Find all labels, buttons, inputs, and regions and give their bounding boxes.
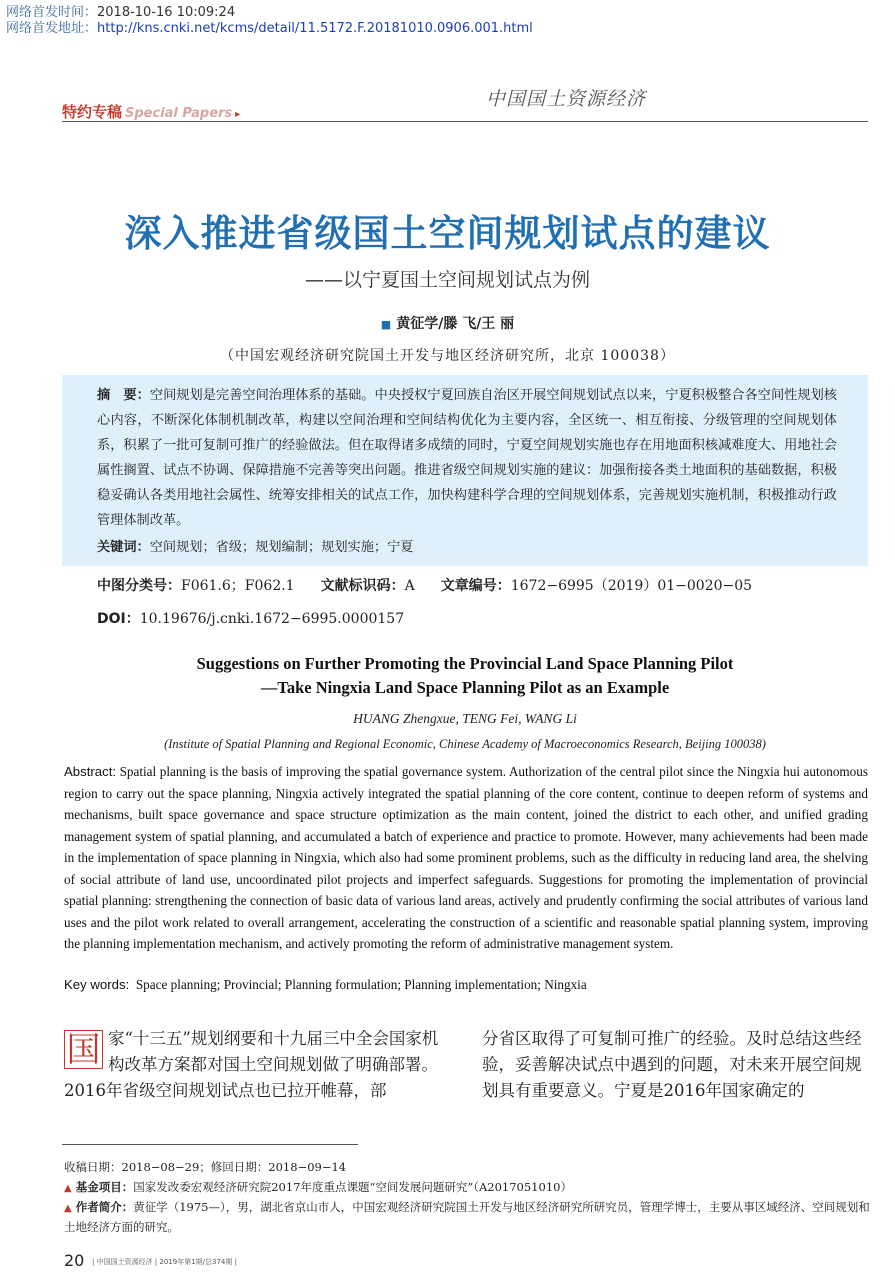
online-first-time-label: 网络首发时间： <box>6 5 98 20</box>
english-keywords-text: Space planning; Provincial; Planning formulation; Planning implementation; Ningxia <box>135 977 587 992</box>
english-abstract-text: Spatial planning is the basis of improving the spatial governance system. Authorization of the central pilot since the Ningxia hui autonomous region to carry out the space planning, Ningxia actively integrated the spatial planning of the core content, continue to deepen reform of systems and mechanisms, built space governance and space structure optimization as the main content, joined the district to each other, and unified grading management system of spatial planning, and accumulated a batch of experience and practice to promote. However, many achievements had been made in the implementation of space planning in Ningxia, which also had some prominent problems, such as the difficulty in reducing land area, the shelving of social attribute of land use, uncoordinated pilot projects and imperfect safeguards. Suggestions for promoting the implementation of provincial spatial planning: strengthening the connection of basic data of various land areas, actively and prudently confirming the social attributes of various land uses and the pilot work related to overall arrangement, accelerating the construction of a scientific and reasonable spatial planning system, improving the planning implementation mechanism, and actively promoting the reform of administrative management system. <box>64 764 868 951</box>
journal-logo: 中国国土资源经济 <box>486 88 647 110</box>
triangle-icon: ▲ <box>64 1203 72 1214</box>
author-names: 黄征学/滕 飞/王 丽 <box>396 316 515 332</box>
author-marker-icon: ■ <box>380 318 392 331</box>
article-authors <box>0 313 895 333</box>
footnote-rule <box>62 1144 358 1145</box>
english-affiliation: (Institute of Spatial Planning and Regional Economic, Chinese Academy of Macroeconomics Research, Beijing 100038) <box>164 737 766 751</box>
english-authors: HUANG Zhengxue, TENG Fei, WANG Li <box>353 711 577 726</box>
author-bio-label: 作者简介： <box>75 1200 134 1214</box>
doi-line <box>97 608 404 628</box>
body-column-left <box>64 1026 450 1104</box>
keywords-cn <box>97 535 837 560</box>
online-first-time-value: 2018-10-16 10:09:24 <box>97 5 236 20</box>
english-title-line1: Suggestions on Further Promoting the Provincial Land Space Planning Pilot <box>196 654 734 673</box>
doc-code-value: A <box>404 578 415 594</box>
abstract-cn-text: 空间规划是完善空间治理体系的基础。中央授权宁夏回族自治区开展空间规划试点以来，宁夏积极整合各空间性规划核心内容，不断深化体制机制改革，构建以空间治理和空间结构优化为主要内容，全区统一、相互衔接、分级管理的空间规划体系，积累了一批可复制可推广的经验做法。但在取得诸多成绩的同时，宁夏空间规划实施也存在用地面积核减难度大、用地社会属性搁置、试点不协调、保障措施不完善等突出问题。推进省级空间规划实施的建议：加强衔接各类土地面积的基础数据，积极稳妥确认各类用地社会属性、统筹安排相关的试点工作，加快构建科学合理的空间规划体系，完善规划实施机制，积极推动行政管理体制改革。 <box>97 388 837 528</box>
body-column-right: 分省区取得了可复制可推广的经验。及时总结这些经验，妥善解决试点中遇到的问题，对未来开展空间规划具有重要意义。宁夏是2016年国家确定的 <box>482 1029 862 1100</box>
article-affiliation: （中国宏观经济研究院国土开发与地区经济研究所，北京 100038） <box>220 348 675 364</box>
header-rule <box>62 121 868 122</box>
abstract-cn-label: 摘 要： <box>97 388 150 403</box>
article-no-label: 文章编号： <box>440 578 511 594</box>
section-tag-en: Special Papers <box>125 106 233 121</box>
doi-value: 10.19676/j.cnki.1672−6995.0000157 <box>139 611 405 627</box>
english-abstract <box>64 761 868 955</box>
section-tag <box>62 101 240 122</box>
english-keywords-label: Key words: <box>64 977 130 992</box>
dropcap: 国 <box>64 1030 103 1069</box>
page-number: 20 <box>64 1251 85 1270</box>
fund-text: 国家发改委宏观经济研究院2017年度重点课题“空间发展问题研究”（A2017051010） <box>133 1180 572 1194</box>
english-abstract-label: Abstract: <box>64 764 117 779</box>
article-no-value: 1672−6995（2019）01−0020−05 <box>510 578 753 594</box>
keywords-cn-text: 空间规划；省级；规划编制；规划实施；宁夏 <box>149 540 414 555</box>
body-left-text: 家“十三五”规划纲要和十九届三中全会国家机构改革方案都对国土空间规划做了明确部署。2016年省级空间规划试点也已拉开帷幕，部 <box>64 1029 439 1100</box>
article-title: 深入推进省级国土空间规划试点的建议 <box>124 212 771 255</box>
doc-code-label: 文献标识码： <box>320 578 405 594</box>
doi-label: DOI： <box>97 611 140 627</box>
fund-label: 基金项目： <box>75 1180 134 1194</box>
clc-value: F061.6；F062.1 <box>181 578 295 594</box>
online-first-url <box>6 17 533 36</box>
online-first-url-label: 网络首发地址： <box>6 21 98 36</box>
footer-journal-info: | 中国国土资源经济 | 2019年第1期/总374期 | <box>92 1258 237 1266</box>
footnote-author <box>64 1198 874 1237</box>
keywords-cn-label: 关键词： <box>97 540 150 555</box>
author-bio-text: 黄征学（1975—），男，湖北省京山市人，中国宏观经济研究院国土开发与地区经济研究所研究员，管理学博士，主要从事区域经济、空间规划和土地经济方面的研究。 <box>64 1200 870 1234</box>
section-tag-cn: 特约专稿 <box>62 103 123 121</box>
section-arrow-icon: ▸ <box>235 109 241 120</box>
footnote-received: 收稿日期：2018−08−29；修回日期：2018−09−14 <box>64 1160 347 1174</box>
clc-label: 中图分类号： <box>97 578 181 594</box>
online-first-url-link[interactable]: http://kns.cnki.net/kcms/detail/11.5172.F.20181010.0906.001.html <box>97 21 533 36</box>
footnote-fund <box>64 1178 874 1198</box>
abstract-cn <box>97 383 837 533</box>
english-title-line2: —Take Ningxia Land Space Planning Pilot as an Example <box>260 678 670 697</box>
article-subtitle: ——以宁夏国土空间规划试点为例 <box>304 269 590 291</box>
triangle-icon: ▲ <box>64 1183 72 1194</box>
english-keywords <box>64 974 868 996</box>
classification-line <box>97 575 752 595</box>
